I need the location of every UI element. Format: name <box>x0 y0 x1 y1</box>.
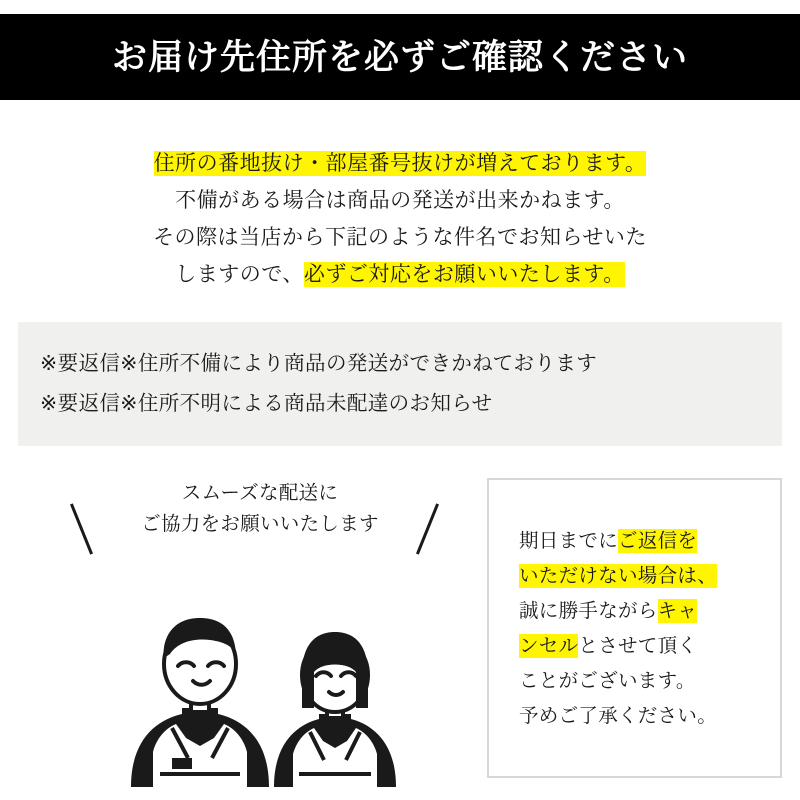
intro-line-4-part-1: しますので、 <box>175 263 304 286</box>
intro-line-4-part-2: 必ずご対応をお願いいたします。 <box>303 263 625 286</box>
note-line-3 <box>489 594 780 629</box>
page-title: お届け先住所を必ずご確認ください <box>111 37 688 77</box>
caption-line-1: スムーズな配送に <box>181 482 339 504</box>
note-line-4-part-2: とさせて頂く <box>578 635 698 657</box>
note-line-3-part-1: 誠に勝手ながら <box>519 600 658 622</box>
intro-line-3-part-1: その際は当店から下記のような件名でお知らせいた <box>153 226 647 249</box>
intro-line-4 <box>0 256 800 293</box>
header-banner <box>0 14 800 100</box>
note-line-6 <box>489 699 780 734</box>
two-staff-members-illustration <box>98 562 428 787</box>
note-line-1-part-2: ご返信を <box>618 530 698 552</box>
caption-text <box>60 478 460 540</box>
intro-line-1-part-1: 住所の番地抜け・部屋番号抜けが増えております。 <box>153 152 647 175</box>
note-line-2-part-1: いただけない場合は、 <box>519 565 718 587</box>
intro-line-1 <box>0 145 800 182</box>
subject-example-1: ※要返信※住所不備により商品の発送ができかねております <box>40 352 598 375</box>
caption-line-2: ご協力をお願いいたします <box>141 513 379 535</box>
note-line-5-part-1: ことがございます。 <box>519 670 696 692</box>
note-line-6-part-1: 予めご了承ください。 <box>519 705 718 727</box>
subject-example-2: ※要返信※住所不明による商品未配達のお知らせ <box>40 392 493 415</box>
intro-line-2 <box>0 182 800 219</box>
caption-block <box>60 478 460 558</box>
note-line-1-part-1: 期日までに <box>519 530 619 552</box>
note-line-4 <box>489 629 780 664</box>
note-line-5 <box>489 664 780 699</box>
note-line-1 <box>489 524 780 559</box>
note-line-4-part-1: ンセル <box>519 635 579 657</box>
intro-paragraph <box>0 145 800 293</box>
note-line-2 <box>489 559 780 594</box>
cancellation-note-panel <box>487 478 782 778</box>
intro-line-2-part-1: 不備がある場合は商品の発送が出来かねます。 <box>175 189 625 212</box>
note-line-3-part-2: キャ <box>657 600 698 622</box>
subject-examples-panel <box>18 322 782 446</box>
intro-line-3 <box>0 219 800 256</box>
